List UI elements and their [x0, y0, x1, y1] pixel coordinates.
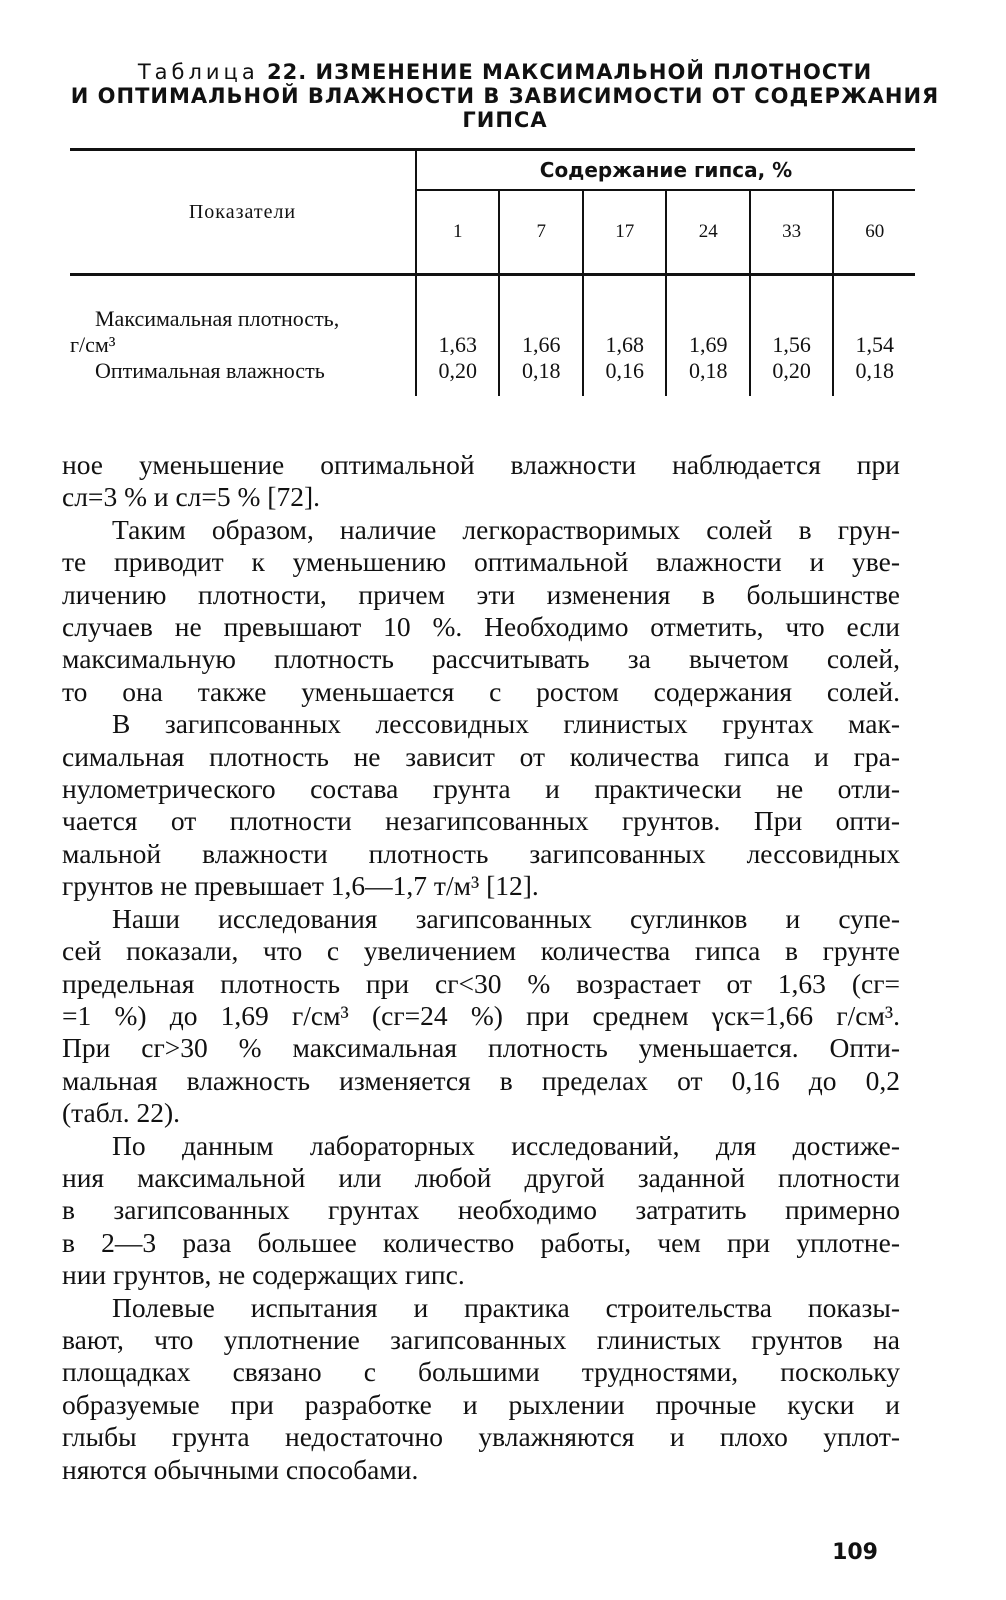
text-line: образуемые при разработке и рыхлении прочные куски и	[62, 1388, 900, 1420]
table-title-part-3: ГИПСА	[462, 108, 548, 132]
table-cell: 1,63	[416, 306, 499, 358]
table-row	[70, 358, 915, 384]
row-label-line-2: г/см³	[70, 332, 116, 357]
text-line: сей показали, что с увеличением количества гипса в грунте	[62, 935, 900, 967]
text-line: те приводит к уменьшению оптимальной влажности и уве-	[62, 546, 900, 578]
table-cell: 0,18	[666, 358, 749, 384]
text-line: Полевые испытания и практика строительства показы-	[112, 1291, 900, 1323]
text-line: cл=3 % и cл=5 % [72].	[62, 481, 320, 513]
text-line: нулометрического состава грунта и практически не отли-	[62, 773, 900, 805]
text-line: няются обычными способами.	[62, 1453, 419, 1485]
table-row	[70, 306, 915, 358]
body-text	[62, 449, 900, 1486]
text-line: мальной влажности плотность загипсованных лессовидных	[62, 837, 900, 869]
text-line: По данным лабораторных исследований, для достиже-	[112, 1129, 900, 1161]
text-line: максимальную плотность рассчитывать за вычетом солей,	[62, 643, 900, 675]
table-label: Таблица	[137, 60, 259, 84]
table-title-part-2: И ОПТИМАЛЬНОЙ ВЛАЖНОСТИ В ЗАВИСИМОСТИ ОТ СОДЕРЖАНИЯ	[70, 84, 940, 108]
text-line: нии грунтов, не содержащих гипс.	[62, 1259, 465, 1291]
text-line: Таким образом, наличие легкорастворимых солей в грун-	[112, 513, 900, 545]
text-line: в 2—3 раза большее количество работы, чем при уплотне-	[62, 1226, 900, 1258]
table-cell: 1,54	[855, 332, 894, 357]
row-label	[70, 358, 416, 384]
data-table	[70, 148, 915, 396]
page-number: 109	[832, 1540, 878, 1565]
text-line: вают, что уплотнение загипсованных глинистых грунтов на	[62, 1323, 900, 1355]
text-line: мальная влажность изменяется в пределах от 0,16 до 0,2	[62, 1064, 900, 1096]
text-line: симальная плотность не зависит от количества гипса и гра-	[62, 740, 900, 772]
table-cell: 0,20	[416, 358, 499, 384]
table-cell: 1,56	[750, 306, 833, 358]
table-number: 22.	[267, 60, 308, 84]
table-cell: 0,20	[750, 358, 833, 384]
row-label-line-1: Максимальная плотность,	[95, 306, 340, 331]
text-line: Наши исследования загипсованных суглинков и супе-	[112, 902, 900, 934]
text-line: (табл. 22).	[62, 1097, 181, 1129]
text-line: в загипсованных грунтах необходимо затратить примерно	[62, 1194, 900, 1226]
column-header: 17	[583, 190, 666, 275]
row-label	[70, 306, 416, 358]
text-line: ния максимальной или любой другой заданной плотности	[62, 1161, 900, 1193]
text-line: площадках связано с большими трудностями, поскольку	[62, 1356, 900, 1388]
row-label-line-1: Оптимальная влажность	[95, 358, 325, 383]
text-line: При cг>30 % максимальная плотность уменьшается. Опти-	[62, 1032, 900, 1064]
column-header: 1	[416, 190, 499, 275]
table-cell: 1,69	[666, 306, 749, 358]
text-line: предельная плотность при cг<30 % возрастает от 1,63 (cг=	[62, 967, 900, 999]
table-caption	[70, 60, 940, 132]
text-line: чается от плотности незагипсованных грунтов. При опти-	[62, 805, 900, 837]
table-cell: 1,68	[583, 306, 666, 358]
text-line: В загипсованных лессовидных глинистых грунтах мак-	[112, 708, 900, 740]
table-title-part-1: ИЗМЕНЕНИЕ МАКСИМАЛЬНОЙ ПЛОТНОСТИ	[315, 60, 873, 84]
column-header: 24	[666, 190, 749, 275]
table-cell: 0,18	[499, 358, 582, 384]
table-caption-line-1	[70, 60, 940, 84]
text-line: случаев не превышают 10 %. Необходимо отметить, что если	[62, 611, 900, 643]
text-line: =1 %) до 1,69 г/см³ (cг=24 %) при среднем γск=1,66 г/см³.	[62, 999, 900, 1031]
gypsum-content-header: Содержание гипса, %	[416, 151, 915, 190]
column-header: 7	[499, 190, 582, 275]
text-line: глыбы грунта недостаточно увлажняются и плохо уплот-	[62, 1421, 900, 1453]
text-line: ное уменьшение оптимальной влажности наблюдается при	[62, 449, 900, 480]
column-header: 60	[865, 221, 885, 242]
table-cell: 0,18	[855, 358, 894, 383]
table-cell: 1,66	[499, 306, 582, 358]
text-line: личению плотности, причем эти изменения в большинстве	[62, 578, 900, 610]
table-cell: 0,16	[583, 358, 666, 384]
indicator-header: Показатели	[70, 151, 416, 275]
text-line: грунтов не превышает 1,6—1,7 т/м³ [12].	[62, 870, 539, 902]
column-header: 33	[750, 190, 833, 275]
text-line: то она также уменьшается с ростом содержания солей.	[62, 675, 900, 707]
